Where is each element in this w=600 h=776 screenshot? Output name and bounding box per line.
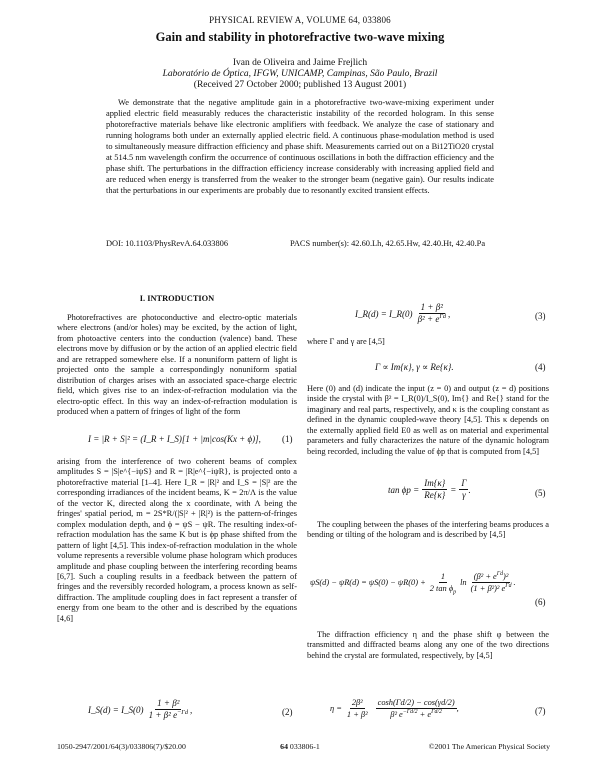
equation-7-fraction-2: $\frac{\cosh(\Gamma d/2) - \cos(\gamma d/2)}{\beta^2 e^{-\Gamma d/2} + e^{\Gamma d/2}}$ [377, 698, 455, 719]
equation-5-lhs: tan ϕp = [388, 484, 420, 495]
equation-2-fraction: $\frac{\text{1 + β²}}{1 + \beta^2 e^{-\Gamma d}}$ [148, 698, 189, 720]
abstract: We demonstrate that the negative amplitude gain in a photorefractive two-wave-mixing experiment under applied electric field measurably reduces the characteristic instability of the recorded hologram. In this sense photorefractive materials behave like electronic amplifiers with feedback. We analyze the case of stationary and running holograms both under an externally applied electric field. A continuous phase-modulation method is used to simultaneously measure diffraction efficiency and phase shift. Measurements carried out on a Bi12TiO20 crystal at 514.5 nm wavelength confirm the occurrence of continuous oscillations in both the diffraction efficiency and the phase shift. The perturbations in the diffraction efficiency increase considerably with increasing applied field and are reduced when energy is transferred from the weaker to the stronger beam (negative gain). Our results indicate that the perturbations in our experiments are probably due to resonantly excited transient effects. [106, 98, 494, 195]
paper-title: Gain and stability in photorefractive two-wave mixing [155, 30, 445, 44]
doi: DOI: 10.1103/PhysRevA.64.033806 [106, 239, 229, 248]
equation-4: Γ ∝ Im{κ}, γ ∝ Re{κ}. [375, 362, 454, 372]
footer-issn: 1050-2947/2001/64(3)/033806(7)/$20.00 [57, 742, 186, 751]
equation-1-number: (1) [282, 434, 293, 444]
pacs-numbers: PACS number(s): 42.60.Lh, 42.65.Hw, 42.40.Ht, 42.40.Pa [290, 239, 486, 248]
equation-7: η = $\frac{\text{2β²}}{\text{1 + β²}}$ $\frac{\cosh(\Gamma d/2) - \cos(\gamma d/2)}{\beta^2 e^{-\Gamma d/2} + e^{\Gamma d/2}}$ , [330, 698, 459, 719]
authors: Ivan de Oliveira and Jaime Frejlich [232, 58, 368, 68]
equation-6-number: (6) [535, 597, 546, 607]
equation-1: I = |R + S|² = (I_R + I_S)[1 + |m|cos(Kx + ϕ)], [88, 434, 261, 444]
equation-2-lhs: I_S(d) = I_S(0) [88, 704, 144, 715]
equation-6: ψS(d) − ψR(d) = ψS(0) − ψR(0) + $\frac{1}{2 \tan \phi_p}$ ln $\frac{(\beta^2 + e^{\Gamma d})^2}{(1 + \beta^2)^2 e^{\Gamma d}}$ . [310, 571, 516, 596]
footer-page-number [270, 742, 330, 751]
equation-6-fraction-2: $\frac{(\beta^2 + e^{\Gamma d})^2}{(1 + \beta^2)^2 e^{\Gamma d}}$ [470, 571, 512, 593]
affiliation: Laboratório de Óptica, IFGW, UNICAMP, Campinas, São Paulo, Brazil [162, 69, 438, 79]
equation-5-number: (5) [535, 488, 546, 498]
equation-2: I_S(d) = I_S(0) $\frac{\text{1 + β²}}{1 + \beta^2 e^{-\Gamma d}}$ , [88, 698, 193, 720]
phase-coupling-paragraph: The coupling between the phases of the interfering beams produces a bending or tilting of the hologram and is described by [4,5] [307, 520, 549, 540]
where-gamma-text: where Γ and γ are [4,5] [307, 337, 385, 346]
equation-6-fraction-1: $\frac{1}{2 \tan \phi_p}$ [429, 572, 457, 596]
footer-copyright: ©2001 The American Physical Society [428, 742, 550, 751]
footer-volume: 64 [280, 742, 288, 751]
received-dates: (Received 27 October 2000; published 13 August 2001) [193, 80, 407, 90]
coupling-paragraph: Here (0) and (d) indicate the input (z = 0) and output (z = d) positions inside the crystal with β² = I_R(0)/I_S(0), Im{} and Re{} stand for the imaginary and real parts, respectively, and κ is the coupling constant as defined in the dynamic coupled-wave theory [4,5]. This κ depends on the externally applied field E0 as well as on material and experimental parameters and fully characterizes the nature of the dynamic hologram being recorded, including the value of ϕp that is computed from [4,5] [307, 384, 549, 456]
intro-paragraph-1: Photorefractives are photoconductive and electro-optic materials where electrons (and/or holes) may be excited, by the action of light, from photoactive centers into the conduction (valence) band. These electrons move by diffusion or by the action of an applied electric field and are retrapped somewhere else. If a nonuniform pattern of light is projected onto the sample a correspondingly nonuniform spatial distribution of charges arises with an associated space-charge electric field, which gives rise to an index-of-refraction modulation via the electro-optic effect. In this way an index-of-refraction modulation is produced when a pattern of fringes of light of the form [57, 313, 297, 417]
equation-3-fraction: $\frac{\text{1 + β²}}{\beta^2 + e^{\Gamma d}}$ [417, 302, 447, 324]
equation-7-number: (7) [535, 706, 546, 716]
equation-2-number: (2) [282, 707, 293, 717]
equation-5-fraction-2: $\frac{\Gamma}{\gamma}$ [461, 478, 467, 500]
equation-5: tan ϕp = $\frac{Im\{\kappa\}}{Re\{\kappa\}}$ = $\frac{\Gamma}{\gamma}$ . [388, 478, 471, 500]
equation-6-lhs: ψS(d) − ψR(d) = ψS(0) − ψR(0) + [310, 578, 426, 587]
equation-4-number: (4) [535, 362, 546, 372]
equation-7-lhs: η = [330, 704, 342, 713]
section-heading-introduction: I. INTRODUCTION [139, 294, 215, 303]
equation-3-lhs: I_R(d) = I_R(0) [355, 308, 413, 319]
footer-article-page: 033806-1 [287, 742, 320, 751]
intro-paragraph-2: arising from the interference of two coherent beams of complex amplitudes S = |S|e^{−iψS} and R = |R|e^{−iψR}, is projected onto a photorefractive material [1–4]. Here I_R = |R|² and I_S = |S|² are the corresponding irradiances of the incident beams, K = 2π/Λ is the value of the vector K, directed along the x coordinate, with Λ being the fringes' spatial period, m = 2S*R/(|S|² + |R|²) is the pattern-of-fringes complex modulation depth, and ϕ = ψS − ψR. The resulting index-of-refraction modulation has the same K but is ϕp phase shifted from the pattern of light [4,5]. This index-of-refraction modulation in the whole volume represents a reversible volume phase hologram which produces amplitude and phase coupling between the interfering recording beams [6,7]. Such a coupling results in a feedback between the pattern of fringes and the reversibly recorded hologram, a process known as self-diffraction. The amplitude coupling does in fact represent a transfer of energy from one beam to the other and is described by the equations [4,6] [57, 457, 297, 623]
equation-3-number: (3) [535, 311, 546, 321]
equation-5-fraction: $\frac{Im\{\kappa\}}{Re\{\kappa\}}$ [424, 478, 446, 500]
equation-7-fraction-1: $\frac{\text{2β²}}{\text{1 + β²}}$ [346, 698, 368, 719]
diffraction-efficiency-paragraph: The diffraction efficiency η and the phase shift φ between the transmitted and diffracted beams along any one of the two directions behind the crystal are formulated, respectively, by [4,5] [307, 630, 549, 660]
equation-3: I_R(d) = I_R(0) $\frac{\text{1 + β²}}{\beta^2 + e^{\Gamma d}}$ , [355, 302, 451, 324]
journal-header: PHYSICAL REVIEW A, VOLUME 64, 033806 [209, 15, 391, 25]
